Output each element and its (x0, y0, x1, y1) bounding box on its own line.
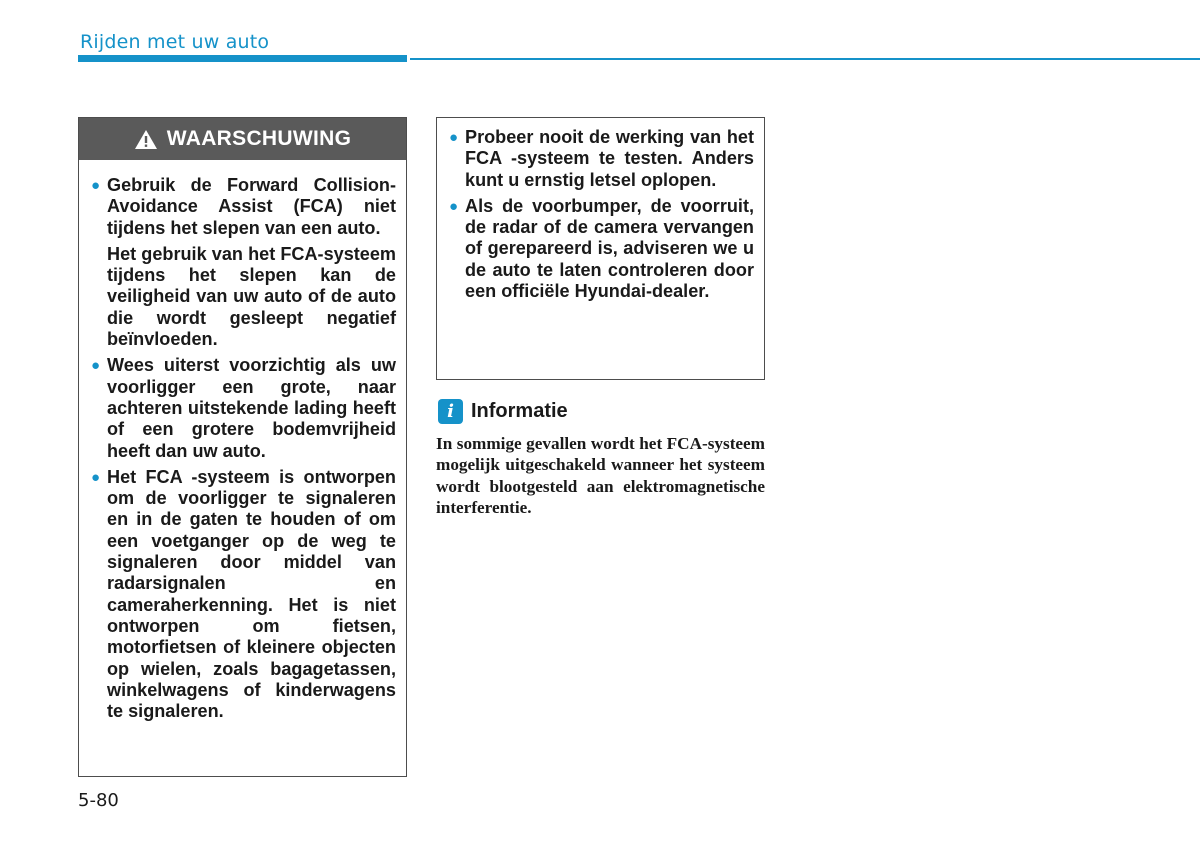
information-heading (438, 399, 568, 424)
warning-paragraph: Gebruik de Forward Collision-Avoidance Assist (FCA) niet tijdens het slepen van een auto. (107, 175, 396, 238)
bullet-icon: ● (91, 357, 101, 375)
list-item (89, 355, 396, 461)
warning-paragraph: Probeer nooit de werking van het FCA -systeem te testen. Anders kunt u ernstig letsel oplopen. (465, 127, 754, 190)
section-title: Rijden met uw auto (80, 31, 270, 53)
warning-triangle-icon (134, 129, 158, 150)
list-item (89, 467, 396, 723)
warning-box (78, 117, 407, 777)
information-text: In sommige gevallen wordt het FCA-systeem mogelijk uitgeschakeld wanneer het systeem wordt blootgesteld aan elektromagnetische interferentie. (436, 434, 765, 517)
page-number: 5-80 (78, 790, 119, 811)
warning-continued-list (447, 127, 754, 302)
list-item (89, 175, 396, 350)
header-rule-thin (410, 58, 1200, 60)
bullet-icon: ● (91, 468, 101, 486)
warning-paragraph: Het gebruik van het FCA-systeem tijdens het slepen kan de veiligheid van uw auto of de auto die wordt gesleept negatief beïnvloeden. (107, 243, 396, 350)
info-icon: i (438, 399, 463, 424)
header-rule-thick (78, 55, 407, 62)
warning-title: WAARSCHUWING (166, 127, 352, 150)
warning-continued-box (436, 117, 765, 380)
warning-paragraph: Als de voorbumper, de voorruit, de radar of de camera vervangen of gerepareerd is, adviseren we u de auto te laten controleren door een officiële Hyundai-dealer. (465, 195, 754, 302)
list-item (447, 196, 754, 302)
warning-header (79, 118, 406, 160)
list-item (447, 127, 754, 191)
information-title: Informatie (471, 400, 568, 422)
bullet-icon: ● (449, 197, 459, 215)
bullet-icon: ● (91, 177, 101, 194)
bullet-icon: ● (449, 129, 459, 146)
warning-paragraph: Wees uiterst voorzichtig als uw voorligger een grote, naar achteren uitstekende lading heeft of een grotere bodemvrijheid heeft dan uw auto. (107, 355, 396, 461)
warning-list (79, 160, 406, 722)
warning-paragraph: Het FCA -systeem is ontworpen om de voorligger te signaleren en in de gaten te houden of om een voetganger op de weg te signaleren door middel van radarsignalen en cameraherkenning. Het is niet ontworpen om fietsen, motorfietsen of kleinere objecten op wielen, zoals bagagetassen, winkelwagens of kinderwagens te signaleren. (107, 466, 396, 722)
